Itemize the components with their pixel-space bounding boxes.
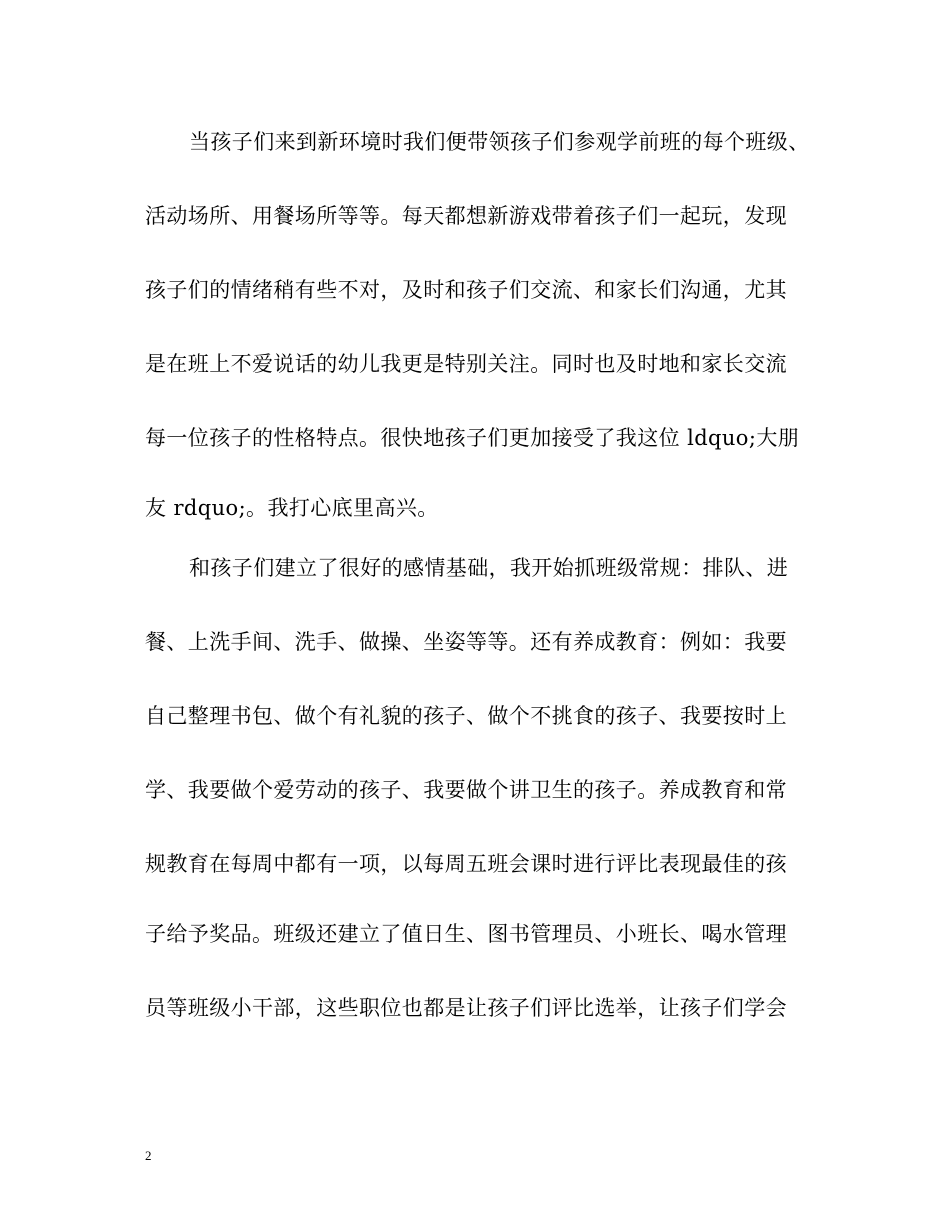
text-line: 和孩子们建立了很好的感情基础，我开始抓班级常规：排队、进: [189, 556, 789, 580]
text-line: 是在班上不爱说话的幼儿我更是特别关注。同时也及时地和家长交流: [145, 352, 787, 376]
text-line: 餐、上洗手间、洗手、做操、坐姿等等。还有养成教育：例如：我要: [145, 630, 787, 654]
text-line: 自己整理书包、做个有礼貌的孩子、做个不挑食的孩子、我要按时上: [145, 704, 787, 728]
text-line: 当孩子们来到新环境时我们便带领孩子们参观学前班的每个班级、: [189, 130, 810, 154]
text-line: 友 rdquo;。我打心底里高兴。: [145, 496, 439, 520]
text-line: 子给予奖品。班级还建立了值日生、图书管理员、小班长、喝水管理: [145, 922, 787, 946]
text-line: 规教育在每周中都有一项，以每周五班会课时进行评比表现最佳的孩: [145, 852, 787, 876]
text-line: 学、我要做个爱劳动的孩子、我要做个讲卫生的孩子。养成教育和常: [145, 778, 787, 802]
text-line: 员等班级小干部，这些职位也都是让孩子们评比选举，让孩子们学会: [145, 996, 787, 1020]
text-line: 每一位孩子的性格特点。很快地孩子们更加接受了我这位 ldquo;大朋: [145, 426, 800, 450]
text-line: 孩子们的情绪稍有些不对，及时和孩子们交流、和家长们沟通，尤其: [145, 278, 787, 302]
text-line: 活动场所、用餐场所等等。每天都想新游戏带着孩子们一起玩，发现: [145, 204, 787, 228]
page-number: 2: [145, 1148, 152, 1163]
